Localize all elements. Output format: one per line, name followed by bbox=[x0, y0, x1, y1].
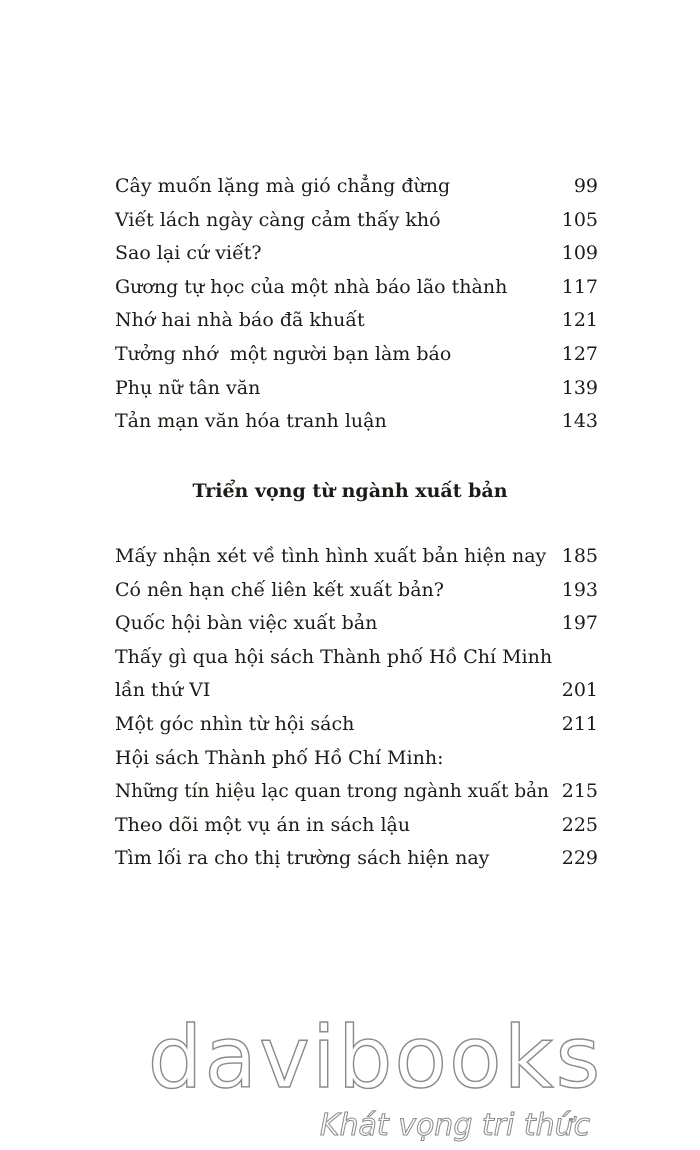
toc-entry bbox=[115, 742, 598, 776]
toc-entry bbox=[115, 641, 598, 675]
toc-entry-page: 229 bbox=[561, 847, 598, 870]
toc-entry bbox=[115, 304, 598, 338]
toc-entry-title: Theo dõi một vụ án in sách lậu bbox=[115, 813, 411, 836]
toc-entry bbox=[115, 372, 598, 406]
toc-entry-page: 215 bbox=[561, 780, 598, 803]
toc-entry bbox=[115, 674, 598, 708]
toc-entry-page: 99 bbox=[573, 175, 598, 197]
toc-entry bbox=[115, 775, 598, 809]
toc-entry-page: 185 bbox=[561, 545, 598, 567]
toc-entry-title: Những tín hiệu lạc quan trong ngành xuất bản bbox=[115, 781, 549, 803]
toc-entry-page: 193 bbox=[561, 578, 598, 601]
toc-entry-title: Phụ nữ tân văn bbox=[115, 376, 261, 399]
toc-entry bbox=[115, 540, 598, 574]
toc-entry-page: 127 bbox=[561, 342, 598, 365]
watermark-logo: davibooks bbox=[147, 1008, 603, 1108]
toc-entry bbox=[115, 237, 598, 271]
toc-list-bottom bbox=[115, 540, 598, 876]
toc-entry bbox=[115, 271, 598, 305]
toc-entry-title: Sao lại cứ viết? bbox=[115, 242, 262, 265]
toc-entry-page: 225 bbox=[561, 813, 598, 836]
toc-entry bbox=[115, 574, 598, 608]
toc-entry bbox=[115, 809, 598, 843]
toc-entry-page: 117 bbox=[561, 275, 598, 298]
toc-entry-page: 121 bbox=[561, 309, 598, 332]
toc-entry-page: 109 bbox=[561, 242, 598, 265]
toc-entry-title: lần thứ VI bbox=[115, 679, 211, 702]
toc-entry-page: 105 bbox=[561, 208, 598, 231]
toc-entry-title: Có nên hạn chế liên kết xuất bản? bbox=[115, 578, 444, 601]
toc-entry-title: Nhớ hai nhà báo đã khuất bbox=[115, 309, 365, 332]
toc-entry-page: 143 bbox=[561, 410, 598, 433]
toc-entry bbox=[115, 338, 598, 372]
section-heading: Triển vọng từ ngành xuất bản bbox=[192, 480, 508, 502]
toc-entry bbox=[115, 842, 598, 876]
watermark-tagline: Khát vọng tri thức bbox=[319, 1108, 591, 1143]
toc-entry-title: Hội sách Thành phố Hồ Chí Minh: bbox=[115, 746, 444, 769]
toc-list-top bbox=[115, 170, 598, 439]
toc-entry bbox=[115, 607, 598, 641]
toc-entry-title: Một góc nhìn từ hội sách bbox=[115, 712, 355, 735]
toc-entry-page: 197 bbox=[561, 612, 598, 635]
toc-entry bbox=[115, 170, 598, 204]
toc-entry-title: Tưởng nhớ một người bạn làm báo bbox=[115, 342, 452, 365]
toc-entry-page: 139 bbox=[561, 376, 598, 399]
toc-entry bbox=[115, 405, 598, 439]
toc-entry-page: 201 bbox=[561, 679, 598, 702]
toc-entry-title: Tản mạn văn hóa tranh luận bbox=[115, 410, 387, 433]
toc-entry-title: Tìm lối ra cho thị trường sách hiện nay bbox=[115, 847, 490, 870]
toc-entry-title: Quốc hội bàn việc xuất bản bbox=[115, 612, 378, 635]
toc-entry-page: 211 bbox=[561, 712, 598, 735]
toc-entry-title: Viết lách ngày càng cảm thấy khó bbox=[115, 208, 441, 231]
toc-entry-title: Mấy nhận xét về tình hình xuất bản hiện nay bbox=[115, 545, 547, 567]
toc-entry-title: Gương tự học của một nhà báo lão thành bbox=[115, 275, 508, 298]
toc-entry bbox=[115, 708, 598, 742]
toc-entry bbox=[115, 204, 598, 238]
toc-entry-title: Thấy gì qua hội sách Thành phố Hồ Chí Minh bbox=[115, 645, 553, 668]
toc-entry-title: Cây muốn lặng mà gió chẳng đừng bbox=[115, 175, 451, 197]
